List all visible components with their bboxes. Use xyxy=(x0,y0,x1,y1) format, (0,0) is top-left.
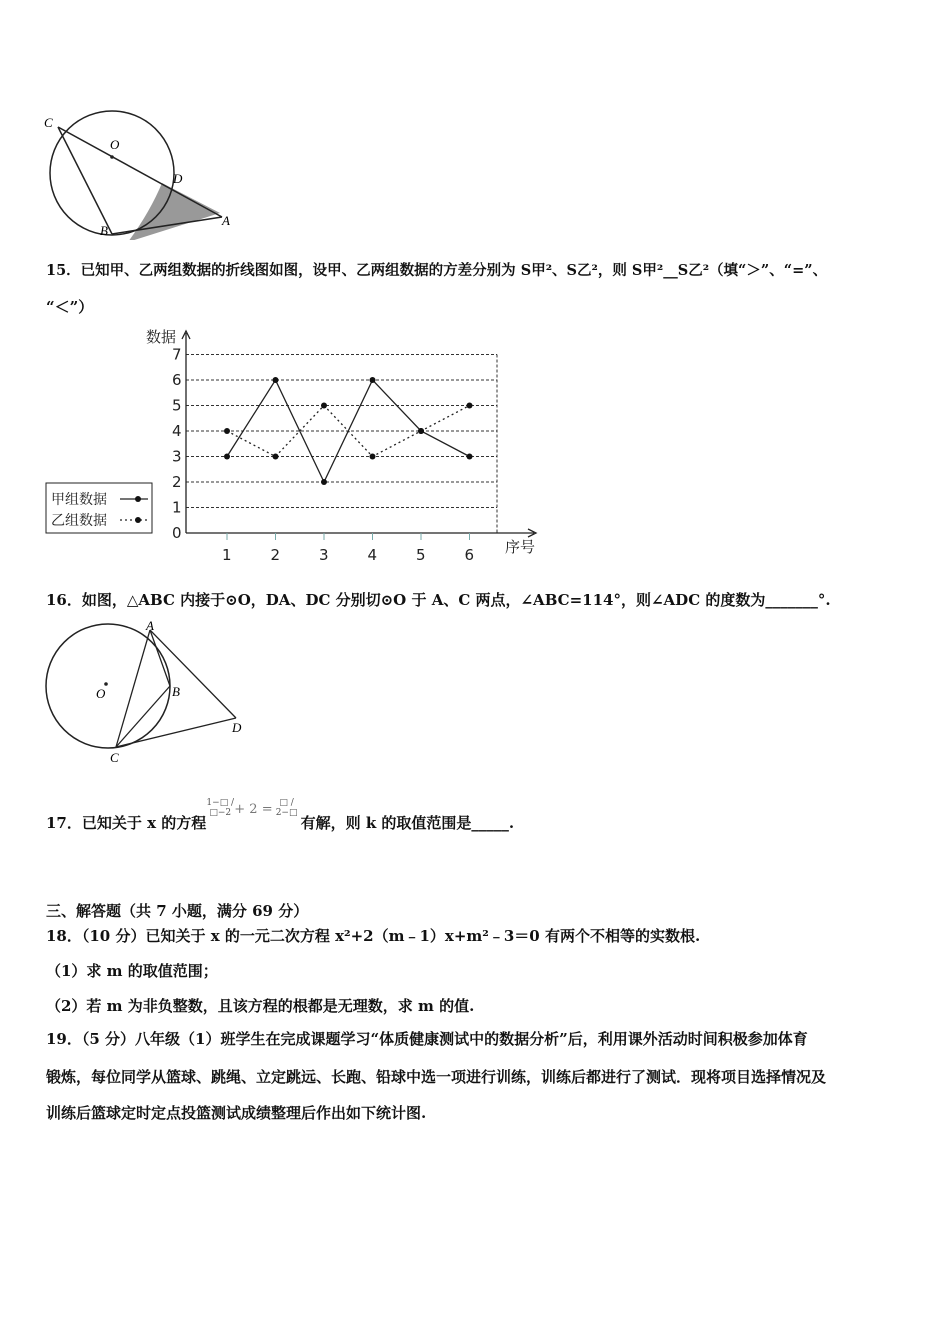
label-d: D xyxy=(232,720,242,735)
q19-line3: 训练后篮球定时定点投篮测试成绩整理后作出如下统计图. xyxy=(46,1104,427,1122)
legend-label: 乙组数据 xyxy=(51,513,107,529)
line-cd xyxy=(116,718,236,747)
x-axis-label: 序号 xyxy=(505,538,536,556)
q17-eq-mid: + 2 = xyxy=(234,802,273,817)
line-ac xyxy=(116,630,150,747)
y-tick-label: 6 xyxy=(172,371,182,389)
y-tick-label: 2 xyxy=(172,473,182,491)
shaded-region xyxy=(128,183,220,240)
y-tick-label: 3 xyxy=(172,447,182,466)
y-tick-label: 5 xyxy=(172,396,182,415)
y-axis-label: 数据 xyxy=(146,328,177,346)
series-1-point xyxy=(467,454,473,460)
q19-line1: 19．（5 分）八年级（1）班学生在完成课题学习“体质健康测试中的数据分析”后，利用课外活动时间积极参加体育 xyxy=(46,1030,808,1048)
legend-marker xyxy=(135,496,141,502)
center-dot xyxy=(110,155,114,159)
line-chart xyxy=(44,325,544,560)
x-tick-label: 5 xyxy=(416,546,426,560)
x-tick-label: 4 xyxy=(367,546,378,560)
label-d: D xyxy=(173,171,183,186)
q17-suffix: 有解，则 k 的取值范围是_____. xyxy=(300,814,515,832)
x-tick-label: 3 xyxy=(319,546,329,560)
series-1-point xyxy=(273,377,279,383)
q18-part1: （1）求 m 的取值范围； xyxy=(46,962,218,980)
line-ad xyxy=(150,630,236,718)
y-tick-label: 4 xyxy=(172,422,182,440)
label-a: A xyxy=(222,213,230,228)
circle-o xyxy=(50,111,174,235)
label-b: B xyxy=(100,223,108,238)
series-2-point xyxy=(370,454,376,460)
y-tick-label: 1 xyxy=(172,498,182,517)
series-2-point xyxy=(224,428,230,434)
section3-title: 三、解答题（共 7 小题，满分 69 分） xyxy=(46,902,309,920)
series-2-point xyxy=(418,428,424,434)
q15-line1: 15．已知甲、乙两组数据的折线图如图，设甲、乙两组数据的方差分别为 S甲²、S乙²，则 S甲²__S乙²（填“＞”、“=”、 xyxy=(46,262,828,279)
y-tick-label: 0 xyxy=(172,524,182,542)
q18-part2: （2）若 m 为非负整数，且该方程的根都是无理数，求 m 的值. xyxy=(46,997,475,1015)
q17-prefix: 17．已知关于 x 的方程 xyxy=(46,814,207,832)
legend-label: 甲组数据 xyxy=(51,492,107,508)
q17-eq-left: 1−□ / □−2 xyxy=(206,798,235,818)
x-tick-label: 6 xyxy=(464,546,475,560)
q16-figure xyxy=(40,618,260,768)
series-2-point xyxy=(467,403,473,409)
label-o: O xyxy=(96,686,106,701)
label-a: A xyxy=(146,618,154,633)
q14-figure xyxy=(40,95,240,240)
series-1-point xyxy=(224,454,230,460)
q15-line2: “＜”） xyxy=(46,298,94,316)
series-2-point xyxy=(273,454,279,460)
label-c: C xyxy=(44,115,53,130)
circle-o xyxy=(46,624,170,748)
line-cb xyxy=(58,127,112,234)
label-o: O xyxy=(110,137,120,152)
legend-marker xyxy=(135,517,141,523)
label-c: C xyxy=(110,750,119,765)
x-tick-label: 2 xyxy=(270,546,281,560)
q17-eq-right: □ / 2−□ xyxy=(275,798,298,818)
q19-line2: 锻炼，每位同学从篮球、跳绳、立定跳远、长跑、铅球中选一项进行训练，训练后都进行了测试．现将项目选择情况及 xyxy=(46,1068,827,1086)
line-ab xyxy=(150,630,170,686)
q18-stem: 18．（10 分）已知关于 x 的一元二次方程 x²+2（m﹣1）x+m²﹣3＝0 有两个不相等的实数根. xyxy=(46,927,701,945)
series-2-point xyxy=(321,403,327,409)
y-tick-label: 7 xyxy=(172,345,182,364)
line-ca xyxy=(58,127,222,217)
x-tick-label: 1 xyxy=(222,546,232,560)
q16-text: 16．如图，△ABC 内接于⊙O，DA、DC 分别切⊙O 于 A、C 两点，∠ABC=114°，则∠ADC 的度数为_______°. xyxy=(46,591,831,609)
series-1-point xyxy=(321,479,327,485)
q17 xyxy=(46,798,515,834)
label-b: B xyxy=(172,684,180,699)
series-1-point xyxy=(370,377,376,383)
